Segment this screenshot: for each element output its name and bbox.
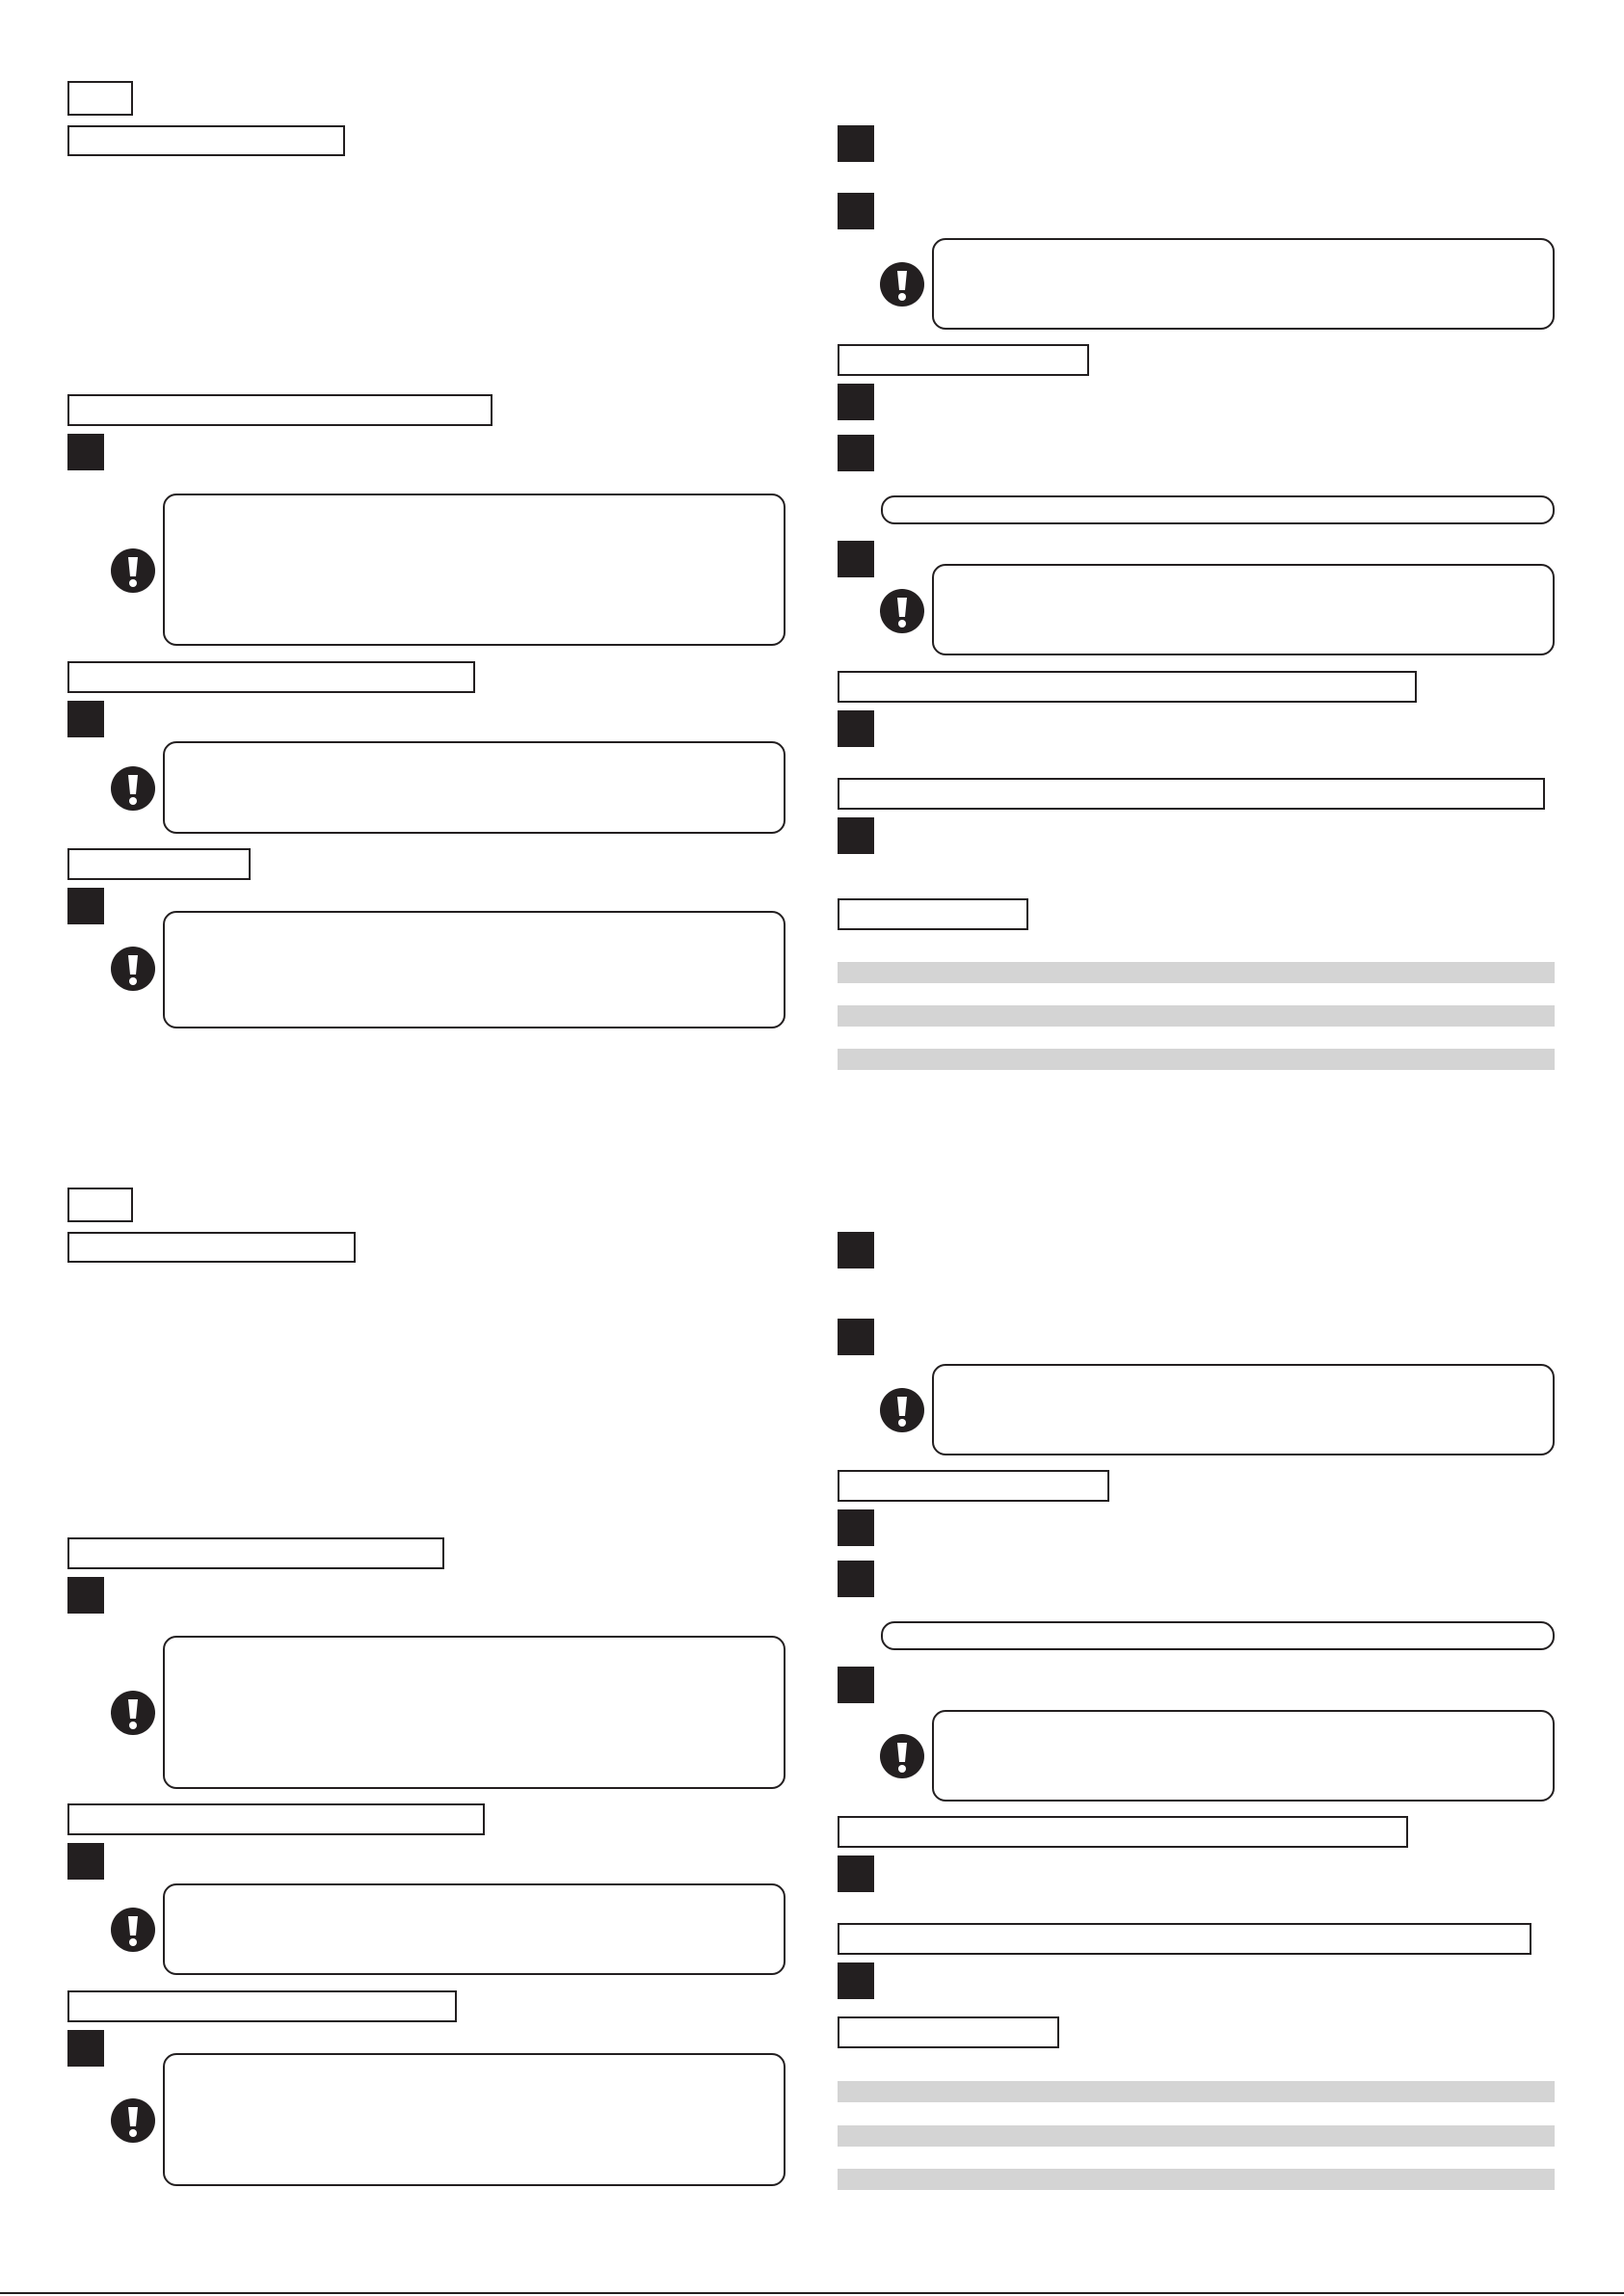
section-heading-1 [67,1537,444,1569]
warning-note [932,564,1555,655]
step-marker [838,1855,874,1892]
warning-exclamation-icon [879,1733,925,1779]
warning-exclamation-icon [110,547,156,594]
step-marker [838,435,874,471]
section-heading-3 [67,1990,457,2022]
warning-note [163,2053,785,2186]
section-heading-5 [838,671,1417,703]
warning-note [932,1710,1555,1802]
shaded-row [838,962,1555,983]
warning-note [932,1364,1555,1455]
step-marker [67,434,104,470]
warning-exclamation-icon [879,588,925,634]
section-heading-1 [67,394,493,426]
info-strip [881,495,1555,524]
step-marker [838,1667,874,1703]
page-1-language-tag [67,81,133,116]
section-heading-4 [838,344,1089,376]
step-marker [838,1962,874,1999]
section-heading-2 [67,661,475,693]
step-marker [838,817,874,854]
page-bottom-rule [0,2292,1624,2294]
step-marker [838,1561,874,1597]
section-heading-2 [67,1803,485,1835]
shaded-row [838,2169,1555,2190]
warning-exclamation-icon [110,765,156,812]
step-marker [838,1509,874,1546]
section-heading-3 [67,848,251,880]
shaded-row [838,2125,1555,2147]
step-marker [67,888,104,924]
step-marker [838,710,874,747]
warning-note [163,494,785,646]
section-heading-7 [838,2016,1059,2048]
step-marker [67,701,104,737]
step-marker [67,1577,104,1614]
warning-exclamation-icon [110,1907,156,1953]
step-marker [838,193,874,229]
warning-note [163,1883,785,1975]
page-2-section-title [67,1232,356,1263]
page-1-section-title [67,125,345,156]
step-marker [838,384,874,420]
step-marker [838,125,874,162]
page-2-language-tag [67,1188,133,1222]
section-heading-7 [838,898,1028,930]
warning-note [163,911,785,1028]
step-marker [67,2030,104,2067]
section-heading-6 [838,1923,1531,1955]
warning-note [163,1636,785,1789]
warning-exclamation-icon [110,946,156,992]
step-marker [838,1319,874,1355]
shaded-row [838,1049,1555,1070]
warning-note [163,741,785,834]
step-marker [838,541,874,577]
section-heading-6 [838,778,1545,810]
step-marker [67,1843,104,1880]
warning-note [932,238,1555,330]
warning-exclamation-icon [110,2097,156,2144]
shaded-row [838,1005,1555,1027]
step-marker [838,1232,874,1268]
info-strip [881,1621,1555,1650]
warning-exclamation-icon [110,1690,156,1736]
section-heading-5 [838,1816,1408,1848]
warning-exclamation-icon [879,261,925,307]
warning-exclamation-icon [879,1387,925,1433]
section-heading-4 [838,1470,1109,1502]
shaded-row [838,2081,1555,2102]
